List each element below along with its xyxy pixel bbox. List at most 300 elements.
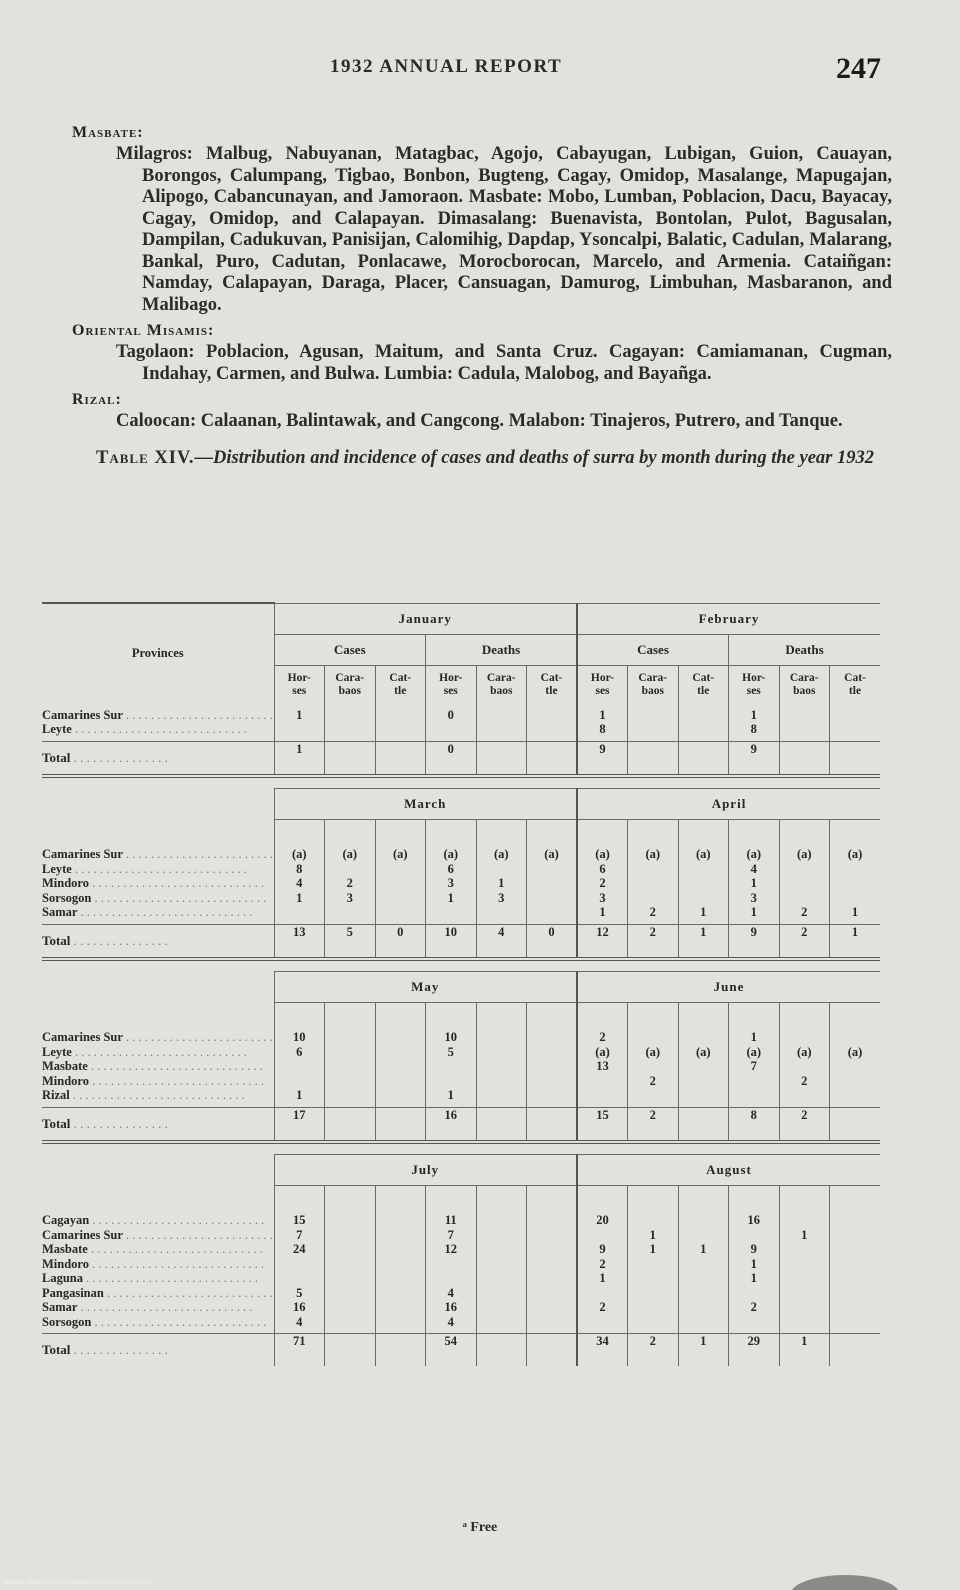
cell-value: 12 [444,1242,457,1256]
cell-value: 2 [599,1030,606,1044]
cell-value [830,876,880,891]
column-spacer [375,1002,426,1026]
column-header: Hor- ses [274,665,325,704]
cell-value [325,1286,375,1301]
cell-value [376,1228,426,1243]
cell-value [325,1088,375,1103]
data-cell [779,1026,830,1107]
cell-value: 1 [498,876,505,890]
province-list [42,704,274,742]
data-cell [729,1209,780,1334]
column-spacer [476,1002,527,1026]
total-cell: 34 [577,1334,628,1367]
total-cell: 13 [274,924,325,959]
cell-value [477,1059,527,1074]
cell-value: 2 [801,1073,808,1088]
cell-value: 7 [296,1227,303,1242]
province-heading: Rizal: [72,391,122,408]
province-name: Camarines Sur . . . [42,847,274,862]
cell-value [527,862,576,877]
section-separator [42,776,880,789]
total-cell: 29 [729,1334,780,1367]
cell-value [830,708,880,723]
data-cell [830,1209,881,1334]
cell-value [325,1300,375,1315]
cell-value [376,1271,426,1286]
cell-value: 7 [447,1227,454,1242]
data-cell [830,843,881,924]
month-header: March [274,788,577,819]
cell-value: 8 [599,722,606,736]
cell-value: 8 [296,861,303,876]
total-cell [527,741,578,776]
total-label: Total . . . [42,741,274,776]
month-header: June [577,971,880,1002]
cell-value [477,1213,527,1228]
cell-value [780,862,830,877]
province-heading: Masbate: [72,124,144,141]
data-cell [375,704,426,742]
cell-value [477,1257,527,1272]
cell-value: 2 [649,1073,656,1088]
column-spacer [325,1002,376,1026]
province-list [42,1209,274,1334]
cell-value [830,891,880,906]
cell-value: 2 [649,905,656,919]
cell-value [477,1315,527,1330]
data-cell [527,843,578,924]
total-cell: 54 [426,1334,477,1367]
page-number: 247 [836,52,881,85]
cell-value [780,1257,830,1272]
column-header: Cat- tle [678,665,729,704]
column-spacer [426,1185,477,1209]
month-header: April [577,788,880,819]
total-cell [527,1334,578,1367]
cell-value [325,1271,375,1286]
province-name: Mindoro . . . [42,1257,274,1272]
column-header: Cara- baos [476,665,527,704]
cell-value [325,1315,375,1330]
cell-value: 1 [447,1088,454,1102]
cell-value: 5 [447,1044,454,1059]
cell-value: 4 [447,1314,454,1329]
column-spacer [628,819,679,843]
cell-value [679,1059,729,1074]
month-header: August [577,1154,880,1185]
cell-value [477,1074,527,1089]
total-cell: 0 [426,741,477,776]
cell-value [830,1088,880,1103]
cell-value [527,1213,576,1228]
data-cell [375,1026,426,1107]
province-name: Leyte . . . [42,862,274,877]
cell-value [325,1059,375,1074]
province-name: Mindoro . . . [42,876,274,891]
cell-value [376,1300,426,1315]
data-cell [426,843,477,924]
locality-paragraph: Tagolaon: Poblacion, Agusan, Maitum, and Santa Cruz. Cagayan: Camiamanan, Cugman, Indahay, Carmen, and Bulwa. Lumbia: Cadula, Malobog, and Bayañga. [116,342,892,384]
data-cell [527,1209,578,1334]
cell-value: 4 [296,1314,303,1329]
cell-value: 2 [750,1300,757,1314]
column-spacer [678,819,729,843]
cell-value [376,1242,426,1257]
data-cell [729,843,780,924]
cell-value [679,1300,729,1315]
cell-value [679,708,729,723]
column-spacer [729,1002,780,1026]
province-name: Samar . . . [42,1300,274,1315]
data-cell [577,704,628,742]
data-cell [678,1026,729,1107]
cell-value [325,862,375,877]
cell-value [477,1228,527,1243]
column-header: Cat- tle [375,665,426,704]
cell-value [275,1074,325,1089]
data-cell [274,843,325,924]
total-cell [830,741,881,776]
column-spacer [527,1185,578,1209]
total-cell: 1 [274,741,325,776]
cell-value: (a) [392,847,408,861]
column-spacer [426,1002,477,1026]
footnote: ᵃ Free [462,1520,498,1535]
total-cell [779,741,830,776]
cell-value [679,1213,729,1228]
table-number: Table XIV. [96,447,195,468]
data-cell [325,1026,376,1107]
cell-value [628,708,678,723]
cell-value: 1 [649,1227,656,1242]
month-header: February [577,603,880,634]
cell-value: (a) [544,847,559,861]
data-cell [779,843,830,924]
cell-value [477,722,527,737]
column-spacer [830,1185,881,1209]
cell-value: 1 [599,1271,606,1285]
cell-value [628,862,678,877]
cell-value [527,876,576,891]
cell-value: (a) [746,1044,762,1059]
cell-value [477,708,527,723]
cell-value [628,722,678,737]
cell-value [376,1074,426,1089]
cell-value [527,1030,576,1045]
cell-value: 1 [599,707,606,722]
total-cell: 1 [678,924,729,959]
total-cell: 0 [527,924,578,959]
cell-value [780,1286,830,1301]
cell-value: 20 [596,1213,609,1227]
cell-value [679,1286,729,1301]
cell-value [628,891,678,906]
cell-value [780,722,830,737]
cell-value: 3 [599,890,606,905]
data-cell [628,1026,679,1107]
data-cell [476,1026,527,1107]
data-cell [577,1209,628,1334]
cell-value: (a) [291,847,307,861]
data-cell [577,843,628,924]
month-header: July [274,1154,577,1185]
cell-value [679,1228,729,1243]
total-cell: 2 [779,924,830,959]
data-cell [729,1026,780,1107]
column-header: Cara- baos [325,665,376,704]
column-spacer [678,1185,729,1209]
column-spacer [476,819,527,843]
cell-value [578,1074,627,1089]
cell-value [376,1059,426,1074]
cell-value [830,1059,880,1074]
column-header: Cat- tle [830,665,881,704]
data-cell [476,1209,527,1334]
cell-value [780,708,830,723]
cell-value: 0 [447,707,454,722]
data-cell [426,704,477,742]
cell-value [729,1228,779,1243]
column-header: Cara- baos [628,665,679,704]
cell-value [376,876,426,891]
cell-value: 10 [444,1030,457,1044]
cell-value: (a) [847,847,863,861]
cell-value: (a) [695,847,711,861]
total-cell [476,741,527,776]
cell-value [628,1030,678,1045]
column-header: Cat- tle [527,665,578,704]
cell-value: 1 [447,890,454,905]
cell-value: (a) [645,1044,661,1059]
cell-value [426,1271,476,1286]
total-cell [325,741,376,776]
total-label: Total . . . [42,924,274,959]
total-cell: 1 [830,924,881,959]
cell-value: 1 [750,905,757,919]
provinces-header: Provinces [42,603,274,704]
cell-value: 5 [296,1285,303,1300]
cell-value [527,722,576,737]
provinces-header [42,1154,274,1185]
cell-value [628,876,678,891]
cell-value [527,891,576,906]
total-cell: 9 [577,741,628,776]
cell-value [527,1286,576,1301]
cell-value [527,1045,576,1060]
cell-value: 1 [851,905,859,919]
column-spacer [577,1185,628,1209]
column-spacer [527,1002,578,1026]
total-cell: 1 [779,1334,830,1367]
province-name: Sorsogon . . . [42,891,274,906]
cell-value: 1 [296,707,303,722]
cell-value [578,1228,627,1243]
total-cell [830,1107,881,1142]
cell-value [830,1030,880,1045]
total-cell [325,1334,376,1367]
cell-value [527,1257,576,1272]
cell-value: 10 [293,1030,306,1044]
data-cell [426,1209,477,1334]
column-header: Cara- baos [779,665,830,704]
total-cell [375,741,426,776]
cell-value [325,1213,375,1228]
cell-value: 16 [293,1300,306,1314]
cell-value [325,905,375,920]
cell-value [376,1213,426,1228]
cell-value [527,1315,576,1330]
total-cell: 17 [274,1107,325,1142]
cell-value: (a) [342,847,358,861]
cell-value [628,1213,678,1228]
cell-value [527,1300,576,1315]
cell-value: 1 [700,1242,707,1256]
province-name: Leyte . . . [42,722,274,737]
data-cell [628,1209,679,1334]
cell-value: (a) [595,1044,610,1059]
cell-value: 16 [444,1300,457,1314]
library-watermark: National Library of the Philippines D145P000170870033 1 [2,1580,157,1586]
cell-value: 24 [293,1242,306,1256]
data-cell [678,704,729,742]
column-spacer [779,1002,830,1026]
data-cell [426,1026,477,1107]
cell-value: 2 [599,876,606,890]
data-cell [527,704,578,742]
cell-value [527,1059,576,1074]
cell-value [527,1088,576,1103]
data-cell [476,843,527,924]
cell-value [275,1271,325,1286]
province-name: Rizal . . . [42,1088,274,1103]
locality-paragraph: Milagros: Malbug, Nabuyanan, Matagbac, Agojo, Cabayugan, Lubigan, Guion, Cauayan, Borongos, Calumpang, Tigbao, Bonbon, Bugteng, Cagay, Omidop, Masalange, Mapugajan, Alipogo, Cabancunayan, and Jamoraon. Masbate: Mobo, Lumban, Poblacion, Dacu, Bayacay, Cagay, Omidop, and Calapayan. Dimasalang: Buenavista, Bontolan, Pulot, Bagusalan, Dampilan, Cadukuvan, Panisijan, Calomihig, Dapdap, Ysoncalpi, Balatic, Cadulan, Malarang, Bankal, Puro, Cadutan, Ponlacawe, Morocborocan, Marcelo, and Armenia. Cataiñgan: Namday, Calapayan, Daraga, Placer, Cansuagan, Damurog, Limbuhan, Masbaranon, and Malibago. [116,144,892,315]
total-cell [678,741,729,776]
cell-value: 1 [296,1088,303,1102]
province-name: Camarines Sur . . . [42,1228,274,1243]
cell-value [729,1074,779,1089]
cell-value [679,862,729,877]
cell-value: 6 [599,861,606,876]
cell-value [628,1059,678,1074]
column-spacer [779,1185,830,1209]
data-cell [678,843,729,924]
cell-value [830,1271,880,1286]
total-cell: 71 [274,1334,325,1367]
total-cell [830,1334,881,1367]
data-cell [527,1026,578,1107]
cell-value: 16 [747,1213,760,1227]
cell-value [527,1074,576,1089]
column-spacer [375,1185,426,1209]
cell-value [780,876,830,891]
cell-value [830,1286,880,1301]
cell-value [578,1315,627,1330]
table-title: —Distribution and incidence of cases and deaths of surra by month during the year 1932 [194,447,874,468]
cell-value [830,862,880,877]
column-spacer [325,1185,376,1209]
cell-value: 15 [293,1213,306,1227]
cell-value [376,1030,426,1045]
cell-value [325,1228,375,1243]
report-title: 1932 ANNUAL REPORT [330,56,563,77]
cell-value [325,1257,375,1272]
cell-value [679,1257,729,1272]
column-spacer [527,819,578,843]
cell-value [426,1074,476,1089]
cell-value [679,1088,729,1103]
column-spacer [577,819,628,843]
cell-value: 1 [296,890,303,905]
cell-value: 1 [750,876,757,890]
group-header: Cases [274,634,426,665]
data-cell [779,704,830,742]
total-cell [325,1107,376,1142]
total-cell: 16 [426,1107,477,1142]
cell-value [477,905,527,920]
cell-value [628,1271,678,1286]
cell-value [527,1242,576,1257]
cell-value [628,1300,678,1315]
cell-value [679,1315,729,1330]
cell-value: 13 [596,1059,609,1073]
cell-value: 4 [296,876,303,890]
cell-value [275,1257,325,1272]
cell-value: 1 [750,707,757,722]
cell-value: (a) [746,847,762,861]
cell-value [679,891,729,906]
cell-value [780,1300,830,1315]
total-cell: 15 [577,1107,628,1142]
cell-value [376,1257,426,1272]
total-label: Total . . . [42,1107,274,1142]
total-cell [375,1107,426,1142]
cell-value: 1 [599,905,606,919]
total-cell: 2 [628,924,679,959]
cell-value [628,1315,678,1330]
column-spacer [678,1002,729,1026]
cell-value: 1 [750,1271,757,1285]
cell-value [477,1271,527,1286]
data-cell [325,704,376,742]
cell-value: (a) [796,1044,812,1059]
column-spacer [830,819,881,843]
cell-value [477,1030,527,1045]
total-cell: 12 [577,924,628,959]
cell-value [830,1300,880,1315]
data-cell [274,704,325,742]
total-cell: 9 [729,741,780,776]
cell-value [275,1059,325,1074]
cell-value [780,891,830,906]
cell-value [376,862,426,877]
locality-paragraph: Caloocan: Calaanan, Balintawak, and Cangcong. Malabon: Tinajeros, Putrero, and Tanque. [116,411,843,431]
cell-value [780,1059,830,1074]
locality-list [72,118,892,481]
cell-value [527,1228,576,1243]
cell-value [628,1286,678,1301]
cell-value [527,708,576,723]
column-spacer [830,1002,881,1026]
data-cell [830,704,881,742]
cell-value: 2 [801,905,808,919]
scan-shadow [790,1575,900,1590]
total-cell [375,1334,426,1367]
data-cell [375,1209,426,1334]
cell-value [477,1286,527,1301]
province-name: Camarines Sur . . . [42,1030,274,1045]
group-header: Cases [577,634,729,665]
column-spacer [476,1185,527,1209]
